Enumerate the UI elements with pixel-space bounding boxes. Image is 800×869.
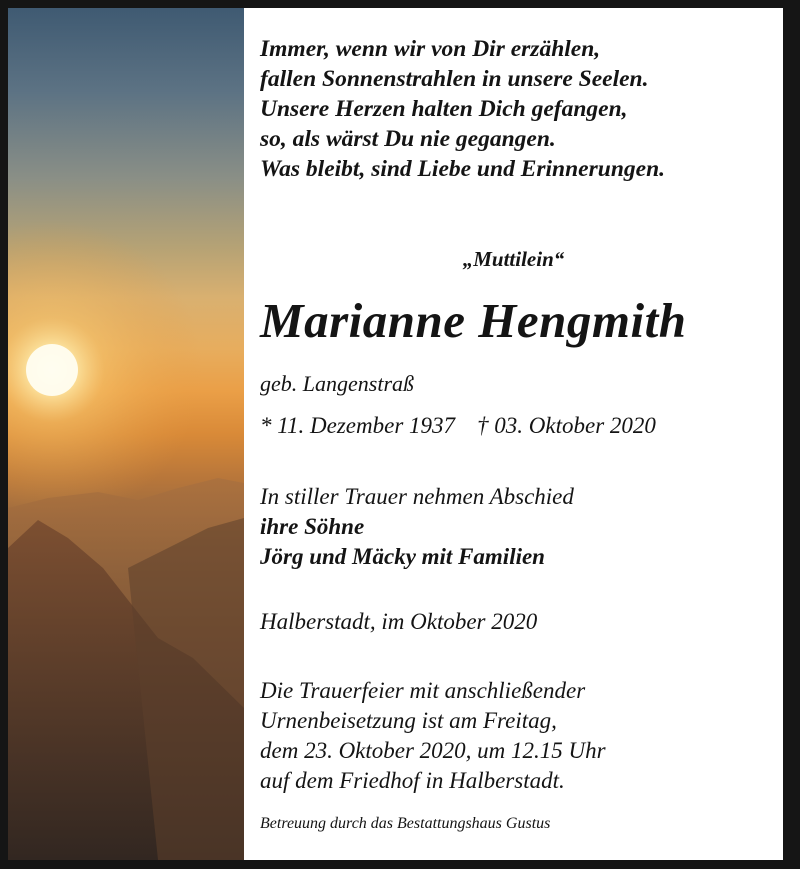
funeral-info bbox=[260, 676, 606, 796]
sunset-mountain-image bbox=[8, 8, 244, 860]
funeral-line: dem 23. Oktober 2020, um 12.15 Uhr bbox=[260, 738, 606, 763]
obituary-text-panel bbox=[244, 8, 783, 860]
poem-line: Immer, wenn wir von Dir erzählen, bbox=[260, 36, 601, 62]
mourners-line: Jörg und Mäcky mit Familien bbox=[260, 544, 545, 569]
mourners-intro: In stiller Trauer nehmen Abschied bbox=[260, 484, 574, 509]
poem-line: Was bleibt, sind Liebe und Erinnerungen. bbox=[260, 156, 666, 182]
poem-line: fallen Sonnenstrahlen in unsere Seelen. bbox=[260, 66, 649, 92]
mourners-line: ihre Söhne bbox=[260, 514, 365, 539]
right-border bbox=[783, 0, 800, 869]
deceased-name: Marianne Hengmith bbox=[260, 293, 687, 348]
life-dates bbox=[260, 413, 656, 439]
sun bbox=[26, 344, 78, 396]
birth-name: geb. Langenstraß bbox=[260, 371, 414, 396]
poem-line: so, als wärst Du nie gegangen. bbox=[260, 126, 556, 152]
poem-line: Unsere Herzen halten Dich gefangen, bbox=[260, 96, 628, 122]
sunset-illustration bbox=[8, 8, 244, 860]
funeral-line: Urnenbeisetzung ist am Freitag, bbox=[260, 708, 557, 733]
place-date: Halberstadt, im Oktober 2020 bbox=[260, 609, 538, 634]
nickname: „Muttilein“ bbox=[462, 247, 565, 271]
funeral-line: Die Trauerfeier mit anschließender bbox=[260, 678, 586, 703]
mourners bbox=[260, 482, 574, 572]
funeral-line: auf dem Friedhof in Halberstadt. bbox=[260, 768, 565, 793]
undertaker-credit: Betreuung durch das Bestattungshaus Gustus bbox=[260, 815, 551, 832]
poem bbox=[260, 34, 665, 184]
death-date: † 03. Oktober 2020 bbox=[477, 413, 656, 438]
birth-date: * 11. Dezember 1937 bbox=[260, 413, 456, 438]
